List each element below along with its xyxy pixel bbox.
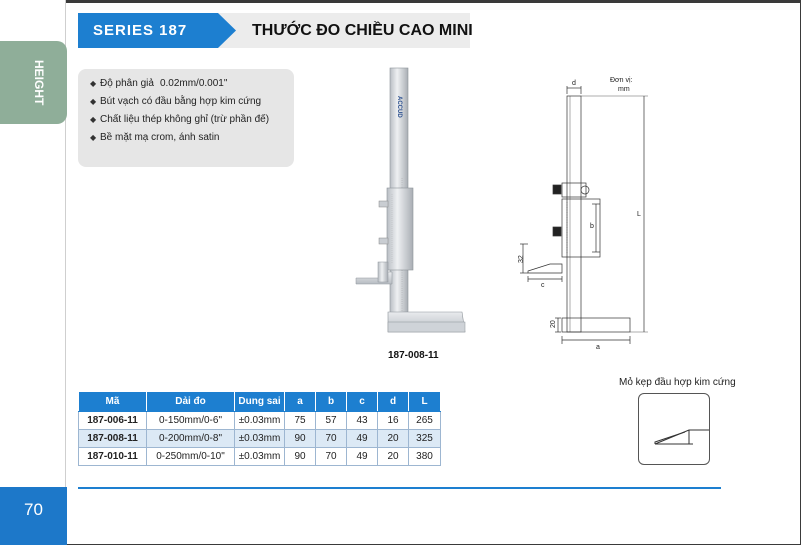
cell-d: 16 <box>378 412 409 430</box>
feature-list <box>90 78 269 150</box>
cell-L: 380 <box>409 448 441 466</box>
cell-d: 20 <box>378 448 409 466</box>
dim-a-label: a <box>596 344 600 351</box>
clamp-caption: Mỏ kẹp đầu hợp kim cứng <box>619 377 736 388</box>
col-header: c <box>347 392 378 412</box>
dim-20-label: 20 <box>550 320 557 328</box>
col-header: Dung sai <box>235 392 285 412</box>
table-header-row <box>79 392 441 412</box>
cell-L: 265 <box>409 412 441 430</box>
unit-value: mm <box>618 86 630 93</box>
brand-mark: ACCUD <box>396 96 402 118</box>
cell-code: 187-006-11 <box>79 412 147 430</box>
col-header: d <box>378 392 409 412</box>
product-photo <box>352 66 467 344</box>
dim-32-label: 32 <box>518 255 525 263</box>
spec-table <box>78 391 441 466</box>
cell-b: 70 <box>316 430 347 448</box>
feature-item: ◆ Chất liệu thép không ghỉ (trừ phần đế) <box>90 114 270 125</box>
cell-a: 75 <box>285 412 316 430</box>
series-label: SERIES 187 <box>93 22 188 39</box>
col-header: Dải đo <box>147 392 235 412</box>
cell-range: 0-250mm/0-10" <box>147 448 235 466</box>
table-row <box>79 448 441 466</box>
cell-c: 49 <box>347 448 378 466</box>
section-tab-label: HEIGHT <box>32 60 46 106</box>
dim-d-label: d <box>572 80 576 87</box>
dim-b-label: b <box>590 223 594 230</box>
col-header: b <box>316 392 347 412</box>
table-row <box>79 412 441 430</box>
feature-item: ◆ Bề mặt mạ crom, ánh satin <box>90 132 220 143</box>
diamond-bullet-icon: ◆ <box>90 79 97 88</box>
cell-c: 49 <box>347 430 378 448</box>
cell-d: 20 <box>378 430 409 448</box>
feature-item: ◆ Bút vạch có đầu bằng hợp kim cứng <box>90 96 262 107</box>
dim-L-label: L <box>637 211 641 218</box>
cell-code: 187-008-11 <box>79 430 147 448</box>
cell-b: 57 <box>316 412 347 430</box>
cell-tolerance: ±0.03mm <box>235 412 285 430</box>
cell-range: 0-200mm/0-8" <box>147 430 235 448</box>
cell-tolerance: ±0.03mm <box>235 430 285 448</box>
cell-a: 90 <box>285 448 316 466</box>
cell-code: 187-010-11 <box>79 448 147 466</box>
diamond-bullet-icon: ◆ <box>90 115 97 124</box>
product-title: THƯỚC ĐO CHIỀU CAO MINI <box>252 22 473 39</box>
clamp-detail-box <box>638 393 710 465</box>
diamond-bullet-icon: ◆ <box>90 133 97 142</box>
col-header: Mã <box>79 392 147 412</box>
footer-rule <box>78 487 721 489</box>
cell-a: 90 <box>285 430 316 448</box>
col-header: L <box>409 392 441 412</box>
col-header: a <box>285 392 316 412</box>
cell-range: 0-150mm/0-6" <box>147 412 235 430</box>
dimension-drawing <box>514 74 664 351</box>
cell-L: 325 <box>409 430 441 448</box>
dim-c-label: c <box>541 282 545 289</box>
cell-b: 70 <box>316 448 347 466</box>
diamond-bullet-icon: ◆ <box>90 97 97 106</box>
cell-c: 43 <box>347 412 378 430</box>
feature-item: ◆ Độ phân giả 0.02mm/0.001" <box>90 78 228 89</box>
table-row <box>79 430 441 448</box>
cell-tolerance: ±0.03mm <box>235 448 285 466</box>
carbide-jaw-drawing <box>639 394 709 464</box>
page-number: 70 <box>24 500 43 519</box>
unit-label: Đơn vị: <box>610 77 633 84</box>
photo-caption: 187-008-11 <box>388 350 439 361</box>
